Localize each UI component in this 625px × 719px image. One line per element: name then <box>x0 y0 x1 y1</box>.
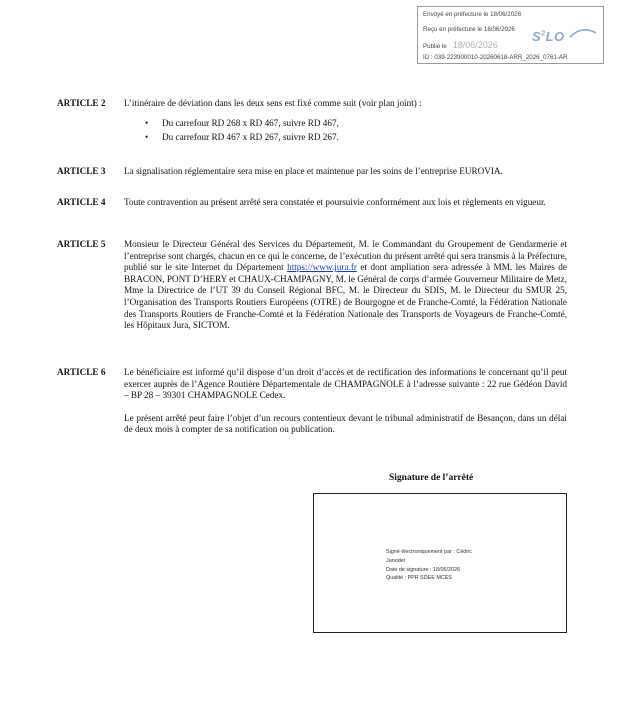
prefecture-stamp <box>417 6 604 64</box>
article-text: Toute contravention au présent arrêté sera constatée et poursuivie conformément aux lois et règlements en vigueur. <box>124 197 546 207</box>
stamp-published-line <box>423 40 498 50</box>
article-6 <box>57 367 567 436</box>
article-text: L’itinéraire de déviation dans les deux sens est fixé comme suit (voir plan joint) : <box>124 98 422 108</box>
list-item: • Du carrefour RD 467 x RD 267, suivre RD 267. <box>145 132 567 144</box>
article-text: Monsieur le Directeur Général des Services du Département, M. le Commandant du Groupement de Gendarmerie et l’entreprise sont chargés, chacun en ce qui le concerne, de l’exécution du présent arrêté qui sera transmis à la Préfecture, publié sur le site Internet du Département https://www.jura.fr et dont ampliation sera adressée à MM. les Maires de BRACON, PONT D’HERY et CHAUX-CHAMPAGNY, M. le Général de corps d’armée Gouverneur Militaire de Metz, Mme la Directrice de l’UT 39 du Conseil Régional BFC, M. le Directeur du SDIS, M. le Directeur du SMUR 25, l’Organisation des Transports Routiers Européens (OTRE) de Bourgogne et de Franche-Comté, la Fédération Nationale des Transports Routiers de Franche-Comté et la Fédération Nationale des Transports de Voyageurs de Franche-Comté, les Hôpitaux Jura, SICTOM. <box>124 239 567 331</box>
stamp-published-date: 18/06/2026 <box>452 40 498 50</box>
article-text: La signalisation réglementaire sera mise en place et maintenue par les soins de l’entreprise EUROVIA. <box>124 166 503 176</box>
stamp-received-line: Reçu en préfecture le 18/06/2026 <box>423 26 515 33</box>
article-number: ARTICLE 5 <box>57 239 106 249</box>
signature-signer: Signé électroniquement par : Cédric <box>386 549 472 555</box>
signature-date: Date de signature : 18/06/2026 <box>386 566 461 573</box>
s2low-logo: $S^2LO$ <box>532 29 565 44</box>
article-2 <box>57 98 567 147</box>
signature-title: Signature de l’arrêté <box>389 473 474 483</box>
logo-swoosh-icon <box>568 27 598 41</box>
article-4 <box>57 197 567 209</box>
signature-details <box>386 548 516 583</box>
detour-list <box>124 118 567 144</box>
article-text: Le bénéficiaire est informé qu’il dispose d’un droit d’accès et de rectification des informations le concernant qu’il peut exercer auprès de l’Agence Routière Départementale de CHAMPAGNOLE à l’adresse suivante : 22 rue Gédéon David – BP 28 – 39301 CHAMPAGNOLE Cedex. <box>124 367 567 401</box>
signature-signer-name: Janodet <box>386 557 406 564</box>
stamp-sent-line: Envoyé en préfecture le 18/06/2026 <box>423 11 522 18</box>
article-5 <box>57 239 567 332</box>
list-item: • Du carrefour RD 268 x RD 467, suivre RD 467, <box>145 118 567 130</box>
stamp-id-line: ID : 039-223900010-20260618-ARR_2026_0761-AR <box>423 54 568 61</box>
article-number: ARTICLE 6 <box>57 367 106 377</box>
article-number: ARTICLE 4 <box>57 197 106 207</box>
article-3 <box>57 166 567 178</box>
stamp-published-label: Publié le <box>423 43 447 50</box>
article-number: ARTICLE 3 <box>57 166 106 176</box>
department-website-link[interactable]: https://www.jura.fr <box>287 262 357 273</box>
signature-quality: Qualité : PPR SDEE MCES <box>386 575 452 582</box>
article-text-appeal: Le présent arrêté peut faire l’objet d’un recours contentieux devant le tribunal administratif de Besançon, dans un délai de deux mois à compter de sa notification ou publication. <box>124 412 567 435</box>
article-number: ARTICLE 2 <box>57 98 106 108</box>
signature-box <box>313 493 567 633</box>
